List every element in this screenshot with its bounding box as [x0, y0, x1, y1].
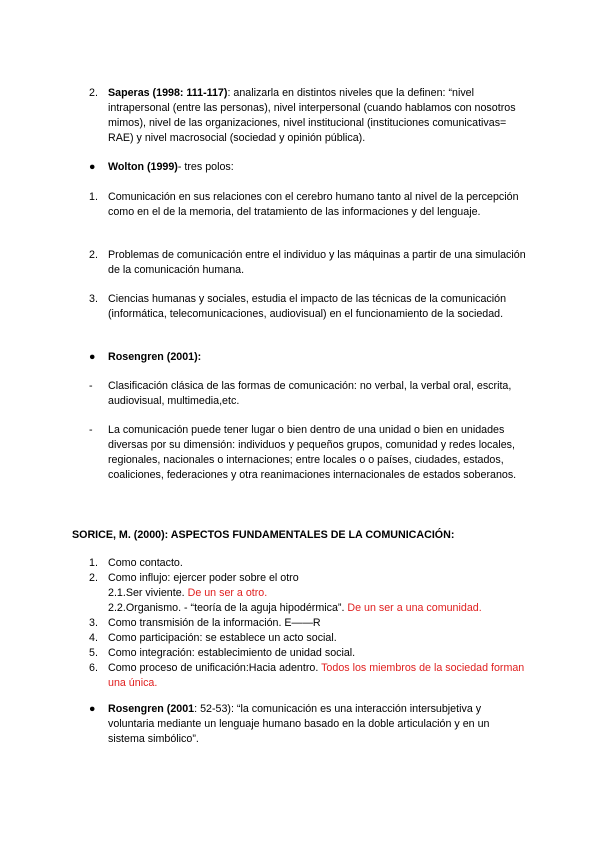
sub-item: 2.2.Organismo. - “teoría de la aguja hipodérmica”. De un ser a una comunidad. [108, 602, 482, 614]
sub-item: 2.1.Ser viviente. De un ser a otro. [108, 587, 268, 599]
rosengren-item-1 [89, 379, 529, 409]
highlight-text: Todos los miembros de la sociedad forman una única. [108, 662, 525, 689]
list-number: 3. [89, 617, 98, 629]
rosengren-heading [89, 350, 529, 365]
dash-marker: - [89, 380, 93, 392]
list-item [89, 556, 529, 571]
rosengren-item-2 [89, 423, 529, 483]
list-item [89, 661, 529, 691]
list-number: 3. [89, 293, 98, 305]
dash-marker: - [89, 424, 93, 436]
list-item [89, 646, 529, 661]
bullet-icon: ● [89, 161, 96, 173]
list-number: 5. [89, 647, 98, 659]
item-text: Como contacto. [108, 557, 183, 569]
saperas-item [89, 86, 529, 146]
list-item [89, 631, 529, 646]
list-number: 4. [89, 632, 98, 644]
item-text: Clasificación clásica de las formas de comunicación: no verbal, la verbal oral, escrita, audiovisual, multimedia,etc. [108, 380, 512, 407]
section-heading: SORICE, M. (2000): ASPECTOS FUNDAMENTALES DE LA COMUNICACIÓN: [72, 529, 455, 541]
list-number: 6. [89, 662, 98, 674]
item-text: Como proceso de unificación:Hacia adentro. [108, 662, 322, 674]
item-text: Comunicación en sus relaciones con el cerebro humano tanto al nivel de la percepción como en el de la memoria, del tratamiento de las informaciones y del lenguaje. [108, 191, 519, 218]
list-number: 2. [89, 572, 98, 584]
bullet-icon: ● [89, 351, 96, 363]
wolton-item-2 [89, 248, 529, 278]
list-number: 1. [89, 557, 98, 569]
item-text: : 52-53): “la comunicación es una interacción intersubjetiva y voluntaria mediante un lenguaje humano basado en la doble articulación y en un sistema simbólico”. [108, 703, 490, 745]
item-text: : analizarla en distintos niveles que la definen: “nivel intrapersonal (entre las personas), nivel interpersonal (cuando hablamos con nosotros mimos), nivel de las organizaciones, nivel institucional (instituciones comunicativas= RAE) y nivel macrosocial (sociedad y opinión pública). [108, 87, 516, 144]
item-text: Como transmisión de la información. E——R [108, 617, 321, 629]
wolton-item-3 [89, 292, 529, 322]
item-text: Como participación: se establece un acto social. [108, 632, 337, 644]
list-number: 1. [89, 191, 98, 203]
sorice-list [89, 556, 529, 691]
list-number: 2. [89, 249, 98, 261]
item-text: Problemas de comunicación entre el individuo y las máquinas a partir de una simulación de la comunicación humana. [108, 249, 526, 276]
wolton-item-1 [89, 190, 529, 220]
item-text: Ciencias humanas y sociales, estudia el impacto de las técnicas de la comunicación (informática, telecomunicaciones, audiovisual) en el funcionamiento de la sociedad. [108, 293, 507, 320]
item-text: La comunicación puede tener lugar o bien dentro de una unidad o bien en unidades diversas por su dimensión: individuos y pequeños grupos, comunidad y redes locales, regionales, nacionales o internaciones; entre locales o o países, ciudades, estados, coaliciones, federaciones y otra reanimaciones internacionales de estados soberanos. [108, 424, 517, 481]
author-citation: Wolton (1999) [108, 161, 178, 173]
list-number: 2. [89, 87, 98, 99]
list-item [89, 571, 529, 586]
item-text: Como integración: establecimiento de unidad social. [108, 647, 356, 659]
author-citation: Rosengren (2001 [108, 703, 195, 715]
list-item [89, 616, 529, 631]
item-text: Como influjo: ejercer poder sobre el otro [108, 572, 299, 584]
wolton-heading [89, 160, 529, 175]
author-citation: Rosengren (2001): [108, 351, 202, 363]
author-citation: Saperas (1998: 111-117) [108, 87, 228, 99]
item-text: - tres polos: [177, 161, 234, 173]
highlight-text: De un ser a una comunidad. [347, 602, 482, 614]
rosengren-definition [89, 702, 529, 747]
highlight-text: De un ser a otro. [187, 587, 268, 599]
bullet-icon: ● [89, 703, 96, 715]
